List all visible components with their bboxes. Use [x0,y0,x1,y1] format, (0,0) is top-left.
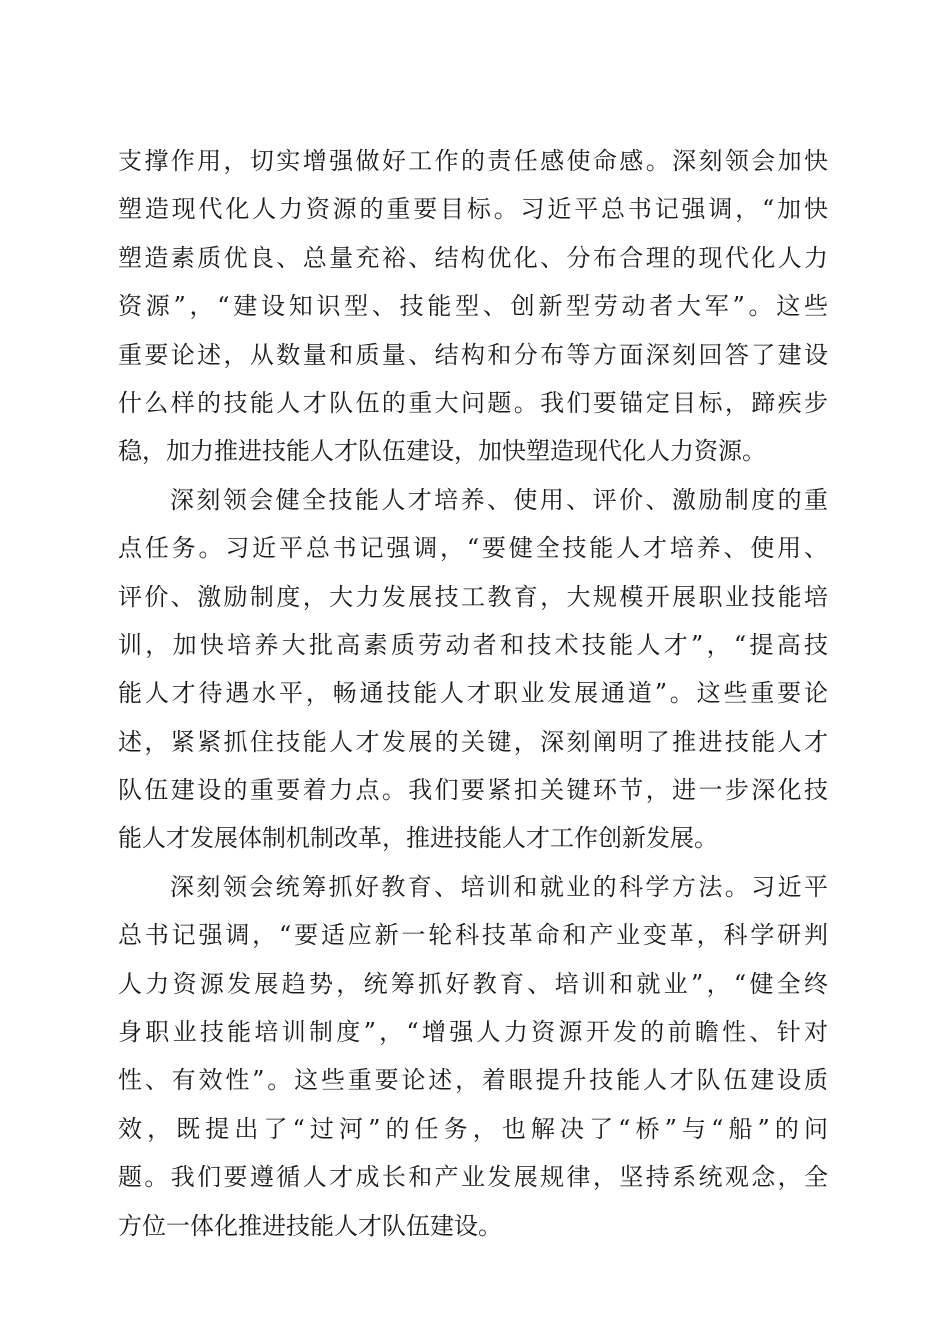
text-line: 性、有效性”。这些重要论述，着眼提升技能人才队伍建设质 [118,1066,828,1095]
text-line: 队伍建设的重要着力点。我们要紧扣关键环节，进一步深化技 [118,776,828,805]
text-line: 述，紧紧抓住技能人才发展的关键，深刻阐明了推进技能人才 [118,727,828,756]
text-line: 效，既提出了“过河”的任务，也解决了“桥”与“船”的问 [118,1114,828,1143]
paragraph-continued [118,137,828,476]
text-line: 能人才发展体制机制改革，推进技能人才工作创新发展。 [118,824,718,853]
text-line: 支撑作用，切实增强做好工作的责任感使命感。深刻领会加快 [118,147,828,175]
document-body [118,137,828,1250]
text-line: 人力资源发展趋势，统筹抓好教育、培训和就业”，“健全终 [118,969,828,998]
text-line: 能人才待遇水平，畅通技能人才职业发展通道”。这些重要论 [118,679,828,708]
text-line: 资源”，“建设知识型、技能型、创新型劳动者大军”。这些 [118,292,828,321]
text-line: 什么样的技能人才队伍的重大问题。我们要锚定目标，蹄疾步 [118,388,828,417]
text-line: 塑造素质优良、总量充裕、结构优化、分布合理的现代化人力 [118,243,828,272]
paragraph-scientific-method [118,863,828,1250]
text-line: 深刻领会统筹抓好教育、培训和就业的科学方法。习近平 [170,872,828,901]
text-line: 训，加快培养大批高素质劳动者和技术技能人才”，“提高技 [118,630,828,659]
paragraph-key-tasks [118,476,828,863]
text-line: 深刻领会健全技能人才培养、使用、评价、激励制度的重 [170,485,828,514]
text-line: 评价、激励制度，大力发展技工教育，大规模开展职业技能培 [118,582,828,611]
text-line: 题。我们要遵循人才成长和产业发展规律，坚持系统观念，全 [118,1163,828,1192]
text-line: 点任务。习近平总书记强调，“要健全技能人才培养、使用、 [118,534,828,563]
text-line: 塑造现代化人力资源的重要目标。习近平总书记强调，“加快 [118,195,828,224]
text-line: 重要论述，从数量和质量、结构和分布等方面深刻回答了建设 [118,340,828,369]
text-line: 总书记强调，“要适应新一轮科技革命和产业变革，科学研判 [118,921,828,950]
text-line: 身职业技能培训制度”，“增强人力资源开发的前瞻性、针对 [118,1018,828,1047]
text-line: 稳，加力推进技能人才队伍建设，加快塑造现代化人力资源。 [118,437,766,466]
text-line: 方位一体化推进技能人才队伍建设。 [118,1211,502,1240]
